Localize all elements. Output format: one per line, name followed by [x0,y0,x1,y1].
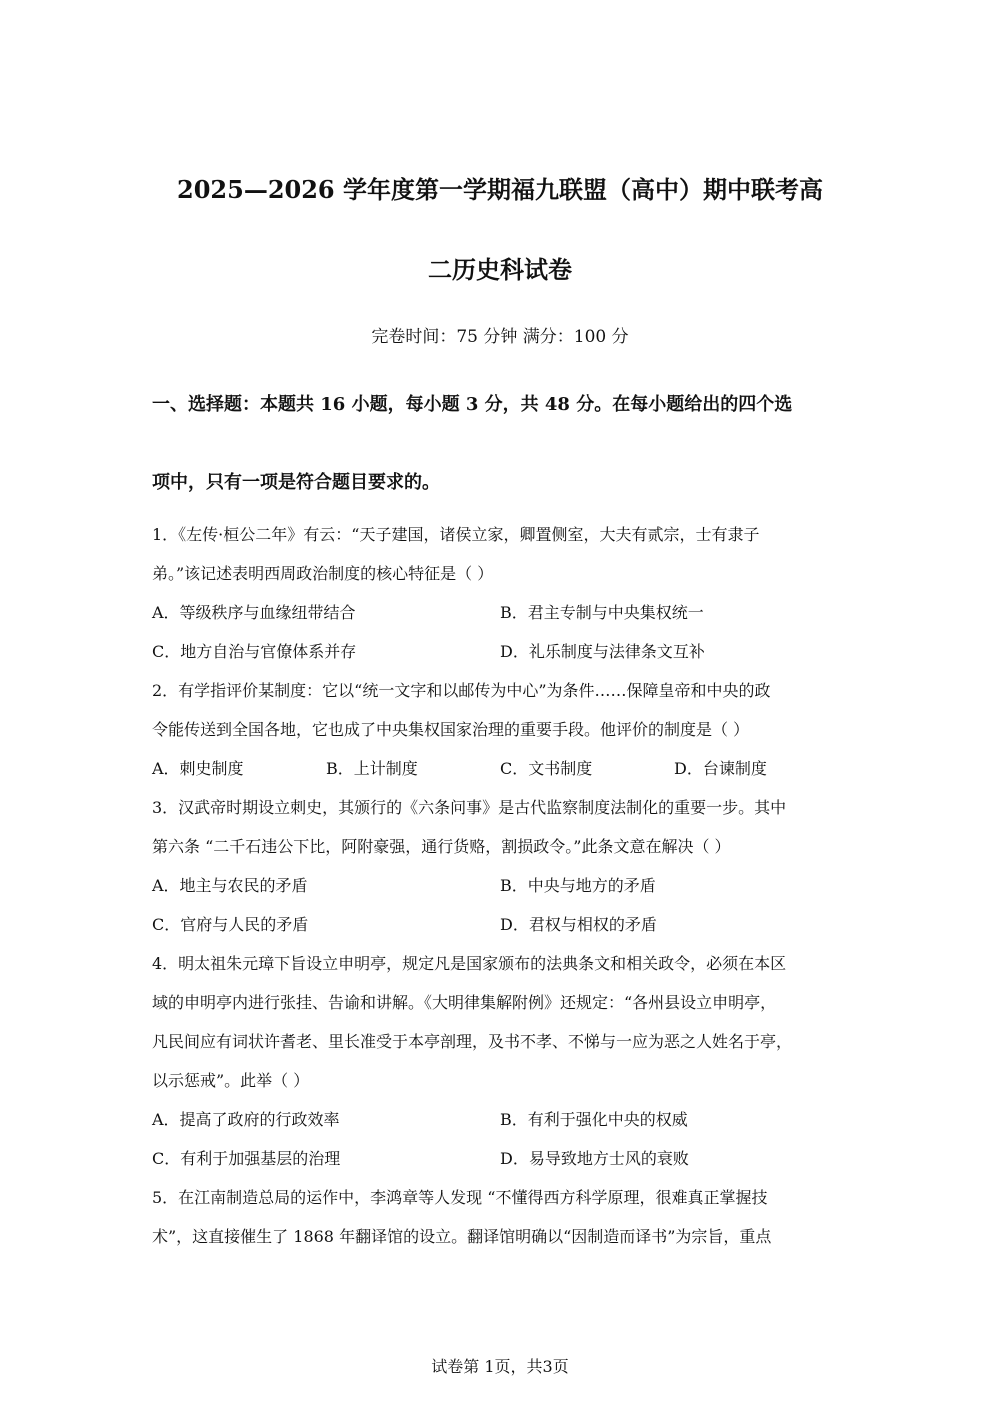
question-1-option-a: A．等级秩序与血缘纽带结合 [152,603,356,622]
question-2-line-2: 令能传送到全国各地，它也成了中央集权国家治理的重要手段。他评价的制度是（ ） [152,720,750,739]
question-2-option-a: A．刺史制度 [152,759,244,778]
question-2-option-b: B．上计制度 [326,759,418,778]
question-2-line-1: 2．有学指评价某制度：它以“统一文字和以邮传为中心”为条件……保障皇帝和中央的政 [152,681,771,700]
question-1-options-row-1 [152,598,852,637]
question-4-option-c: C．有利于加强基层的治理 [152,1149,341,1168]
question-4-options-row-1 [152,1105,852,1144]
question-4-options-row-2 [152,1144,852,1183]
question-3-option-a: A．地主与农民的矛盾 [152,876,308,895]
question-1-option-b: B．君主专制与中央集权统一 [500,603,704,622]
question-4-option-a: A．提高了政府的行政效率 [152,1110,340,1129]
exam-title-line-2: 二历史科试卷 [428,255,572,284]
question-1-option-c: C．地方自治与官僚体系并存 [152,642,357,661]
question-5-line-1: 5．在江南制造总局的运作中，李鸿章等人发现 “不懂得西方科学原理，很难真正掌握技 [152,1188,768,1207]
question-3-option-d: D．君权与相权的矛盾 [500,915,657,934]
question-1-options-row-2 [152,637,852,676]
question-2-option-c: C．文书制度 [500,759,593,778]
question-5-line-2: 术”，这直接催生了 1868 年翻译馆的设立。翻译馆明确以“因制造而译书”为宗旨，重点 [152,1227,772,1246]
question-4-line-1: 4．明太祖朱元璋下旨设立申明亭，规定凡是国家颁布的法典条文和相关政令，必须在本区 [152,954,787,973]
question-4-line-2: 域的申明亭内进行张挂、告谕和讲解。《大明律集解附例》还规定：“各州县设立申明亭， [152,993,777,1012]
question-4-option-b: B．有利于强化中央的权威 [500,1110,688,1129]
page-footer: 试卷第 1页，共3页 [431,1357,569,1376]
question-2-option-d: D．台谏制度 [674,759,767,778]
question-3-option-b: B．中央与地方的矛盾 [500,876,656,895]
question-2-options-row [152,754,852,793]
question-3-line-1: 3．汉武帝时期设立刺史，其颁行的《六条问事》是古代监察制度法制化的重要一步。其中 [152,798,787,817]
question-4-line-3: 凡民间应有词状许耆老、里长准受于本亭剖理，及书不孝、不悌与一应为恶之人姓名于亭， [152,1032,793,1051]
question-1-line-1: 1．《左传·桓公二年》有云：“天子建国，诸侯立家，卿置侧室，大夫有贰宗，士有隶子 [152,525,760,544]
question-4-line-4: 以示惩戒”。此举（ ） [152,1071,310,1090]
question-3-options-row-1 [152,871,852,910]
question-3-options-row-2 [152,910,852,949]
section-heading-line-2: 项中，只有一项是符合题目要求的。 [152,472,440,493]
question-1-line-2: 弟。”该记述表明西周政治制度的核心特征是（ ） [152,564,494,583]
section-heading-line-1: 一、选择题：本题共 16 小题，每小题 3 分，共 48 分。在每小题给出的四个选 [152,394,793,415]
question-4-option-d: D．易导致地方士风的衰败 [500,1149,689,1168]
question-1-option-d: D．礼乐制度与法律条文互补 [500,642,705,661]
exam-title-line-1: 2025—2026 学年度第一学期福九联盟（高中）期中联考高 [177,175,823,204]
question-3-option-c: C．官府与人民的矛盾 [152,915,309,934]
exam-time-and-score: 完卷时间：75 分钟 满分：100 分 [371,327,629,347]
question-3-line-2: 第六条 “二千石违公下比，阿附豪强，通行货赂，割损政令。”此条文意在解决（ ） [152,837,731,856]
questions-content [152,520,852,1261]
